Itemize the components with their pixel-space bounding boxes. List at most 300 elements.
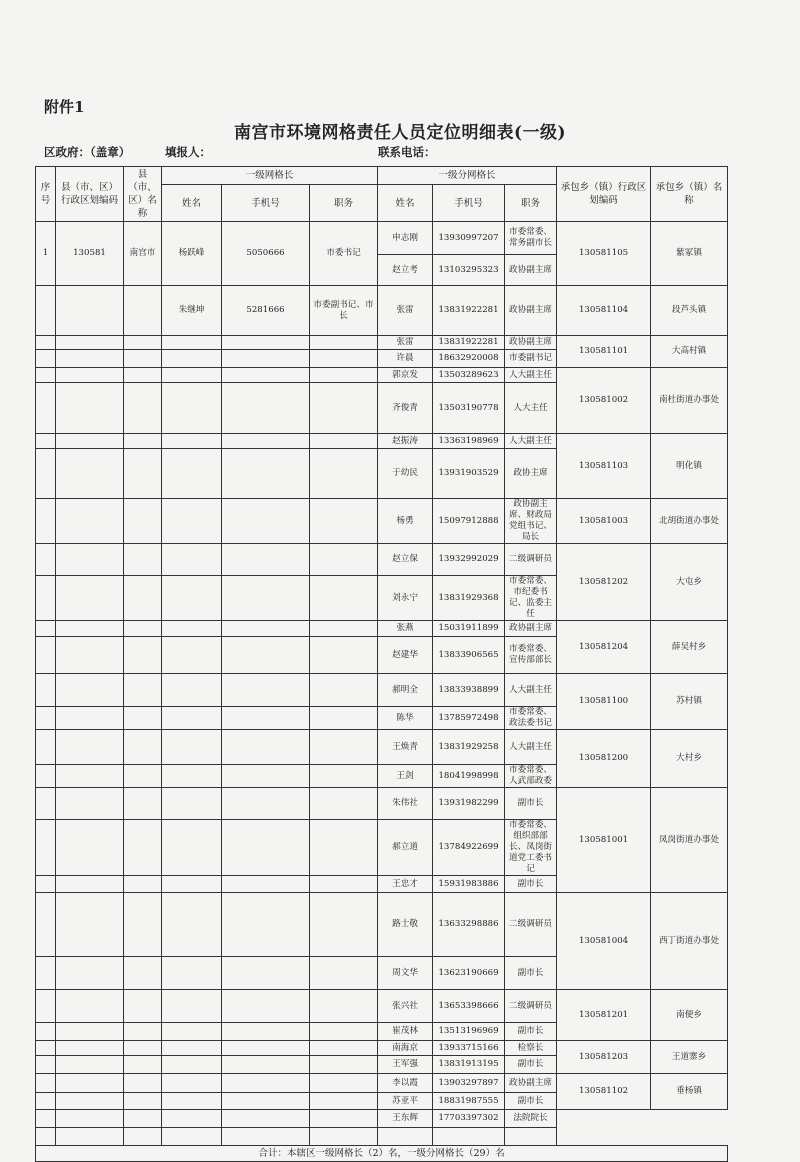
leader-name-cell xyxy=(162,1110,222,1128)
leader-name-cell: 杨跃峰 xyxy=(162,222,222,286)
leader-name-cell xyxy=(162,707,222,730)
leader-name-cell xyxy=(162,383,222,434)
leader-position-cell xyxy=(310,990,378,1023)
sub-leader-phone-cell: 13903297897 xyxy=(433,1074,505,1093)
town-name-cell: 紫冢镇 xyxy=(651,222,728,286)
sub-leader-phone-cell: 18632920008 xyxy=(433,350,505,368)
county-code-cell xyxy=(56,957,124,990)
county-code-cell xyxy=(56,990,124,1023)
leader-name-cell xyxy=(162,368,222,383)
seq-cell xyxy=(36,449,56,499)
table-row xyxy=(36,1110,728,1128)
sub-leader-phone-cell: 13931982299 xyxy=(433,788,505,820)
table-row xyxy=(36,621,728,637)
town-code-cell: 130581104 xyxy=(557,286,651,336)
town-name-cell: 薛吴村乡 xyxy=(651,621,728,674)
county-name-cell xyxy=(124,368,162,383)
county-name-cell xyxy=(124,544,162,576)
town-code-cell: 130581200 xyxy=(557,730,651,788)
town-name-cell: 大屯乡 xyxy=(651,544,728,621)
sub-leader-name-cell: 王剑 xyxy=(378,765,433,788)
sub-leader-name-cell: 张燕 xyxy=(378,621,433,637)
county-code-cell xyxy=(56,544,124,576)
county-code-cell xyxy=(56,1074,124,1093)
header-grid-leader: 一级网格长 xyxy=(162,167,378,185)
sub-leader-name-cell: 郝明全 xyxy=(378,674,433,707)
leader-position-cell xyxy=(310,957,378,990)
leader-name-cell xyxy=(162,674,222,707)
leader-phone-cell xyxy=(222,544,310,576)
sub-leader-name-cell: 张兴社 xyxy=(378,990,433,1023)
town-code-cell: 130581100 xyxy=(557,674,651,730)
sub-leader-phone-cell: 13933715166 xyxy=(433,1041,505,1056)
seq-cell xyxy=(36,1128,56,1146)
sub-leader-phone-cell: 13833906565 xyxy=(433,637,505,674)
district-label: 区政府：（盖章） xyxy=(44,145,131,159)
seq-cell xyxy=(36,765,56,788)
sub-leader-phone-cell: 13363198969 xyxy=(433,434,505,449)
sub-leader-phone-cell: 18041998998 xyxy=(433,765,505,788)
header-county-code: 县（市、区）行政区划编码 xyxy=(56,167,124,222)
table-row xyxy=(36,286,728,336)
county-name-cell xyxy=(124,449,162,499)
table-row xyxy=(36,544,728,576)
sub-leader-position-cell: 市委副书记 xyxy=(505,350,557,368)
seq-cell xyxy=(36,730,56,765)
leader-position-cell xyxy=(310,383,378,434)
county-name-cell xyxy=(124,707,162,730)
leader-phone-cell xyxy=(222,820,310,876)
header-leader-name: 姓名 xyxy=(162,185,222,222)
town-code-cell: 130581201 xyxy=(557,990,651,1041)
sub-leader-name-cell: 申志刚 xyxy=(378,222,433,255)
leader-phone-cell: 5050666 xyxy=(222,222,310,286)
seq-cell xyxy=(36,893,56,957)
town-name-cell: 明化镇 xyxy=(651,434,728,499)
county-name-cell xyxy=(124,674,162,707)
sub-leader-position-cell: 市委常委、市纪委书记、监委主任 xyxy=(505,576,557,621)
table-row xyxy=(36,893,728,957)
sub-leader-name-cell: 王军强 xyxy=(378,1056,433,1074)
table-row xyxy=(36,990,728,1023)
seq-cell xyxy=(36,957,56,990)
county-code-cell xyxy=(56,1093,124,1110)
leader-name-cell xyxy=(162,788,222,820)
county-code-cell xyxy=(56,1023,124,1041)
leader-phone-cell xyxy=(222,336,310,350)
seq-cell xyxy=(36,1093,56,1110)
town-code-cell: 130581004 xyxy=(557,893,651,990)
leader-name-cell xyxy=(162,499,222,544)
county-code-cell xyxy=(56,820,124,876)
header-sub-leader: 一级分网格长 xyxy=(378,167,557,185)
county-code-cell xyxy=(56,1128,124,1146)
leader-name-cell xyxy=(162,1041,222,1056)
seq-cell xyxy=(36,820,56,876)
sub-leader-phone-cell: 13930997207 xyxy=(433,222,505,255)
town-name-cell: 垂杨镇 xyxy=(651,1074,728,1110)
seq-cell xyxy=(36,876,56,893)
sub-leader-name-cell: 苏亚平 xyxy=(378,1093,433,1110)
leader-name-cell xyxy=(162,621,222,637)
county-name-cell xyxy=(124,637,162,674)
leader-name-cell xyxy=(162,820,222,876)
town-name-cell: 苏村镇 xyxy=(651,674,728,730)
leader-phone-cell xyxy=(222,1110,310,1128)
sub-leader-name-cell: 崔茂林 xyxy=(378,1023,433,1041)
reporter-label: 填报人： xyxy=(165,145,211,159)
sub-leader-phone-cell: 13831929368 xyxy=(433,576,505,621)
sub-leader-phone-cell: 13503289623 xyxy=(433,368,505,383)
leader-phone-cell xyxy=(222,576,310,621)
sub-leader-name-cell: 赵立考 xyxy=(378,255,433,286)
county-name-cell xyxy=(124,1041,162,1056)
seq-cell xyxy=(36,1110,56,1128)
county-name-cell xyxy=(124,893,162,957)
town-code-cell: 130581101 xyxy=(557,336,651,368)
leader-name-cell xyxy=(162,1128,222,1146)
sub-leader-position-cell: 市委常委、常务副市长 xyxy=(505,222,557,255)
county-code-cell: 130581 xyxy=(56,222,124,286)
county-name-cell xyxy=(124,383,162,434)
sub-leader-name-cell: 张雷 xyxy=(378,336,433,350)
sub-leader-position-cell: 二级调研员 xyxy=(505,544,557,576)
leader-phone-cell xyxy=(222,876,310,893)
town-code-cell: 130581203 xyxy=(557,1041,651,1074)
town-code-cell: 130581002 xyxy=(557,368,651,434)
leader-name-cell xyxy=(162,765,222,788)
sub-leader-name-cell: 杨勇 xyxy=(378,499,433,544)
county-code-cell xyxy=(56,674,124,707)
leader-phone-cell xyxy=(222,1128,310,1146)
table-row xyxy=(36,674,728,707)
county-code-cell xyxy=(56,893,124,957)
sub-leader-name-cell xyxy=(378,1128,433,1146)
sub-leader-position-cell: 副市长 xyxy=(505,788,557,820)
county-name-cell xyxy=(124,957,162,990)
town-code-cell: 130581003 xyxy=(557,499,651,544)
sub-leader-phone-cell: 13831922281 xyxy=(433,336,505,350)
leader-phone-cell xyxy=(222,674,310,707)
leader-name-cell xyxy=(162,434,222,449)
county-code-cell xyxy=(56,1056,124,1074)
leader-phone-cell xyxy=(222,990,310,1023)
sub-leader-phone-cell: 15931983886 xyxy=(433,876,505,893)
town-code-cell: 130581105 xyxy=(557,222,651,286)
seq-cell xyxy=(36,368,56,383)
leader-position-cell xyxy=(310,788,378,820)
sub-leader-name-cell: 赵建华 xyxy=(378,637,433,674)
seq-cell xyxy=(36,1023,56,1041)
sub-leader-name-cell: 齐俊青 xyxy=(378,383,433,434)
leader-position-cell xyxy=(310,499,378,544)
leader-name-cell xyxy=(162,990,222,1023)
header-town-code: 承包乡（镇）行政区划编码 xyxy=(557,167,651,222)
sub-leader-position-cell: 人大主任 xyxy=(505,383,557,434)
town-name-cell: 南杜街道办事处 xyxy=(651,368,728,434)
attachment-label: 附件1 xyxy=(44,98,85,116)
county-name-cell xyxy=(124,1110,162,1128)
sub-leader-phone-cell xyxy=(433,1128,505,1146)
sub-leader-phone-cell: 13103295323 xyxy=(433,255,505,286)
sub-leader-position-cell xyxy=(505,1128,557,1146)
sub-leader-name-cell: 郝立道 xyxy=(378,820,433,876)
county-name-cell xyxy=(124,1023,162,1041)
county-name-cell xyxy=(124,350,162,368)
town-name-cell: 凤岗街道办事处 xyxy=(651,788,728,893)
county-name-cell xyxy=(124,434,162,449)
leader-position-cell xyxy=(310,820,378,876)
town-name-cell: 段芦头镇 xyxy=(651,286,728,336)
sub-leader-phone-cell: 15097912888 xyxy=(433,499,505,544)
leader-phone-cell xyxy=(222,434,310,449)
county-code-cell xyxy=(56,286,124,336)
sub-leader-phone-cell: 13931903529 xyxy=(433,449,505,499)
leader-position-cell xyxy=(310,1093,378,1110)
leader-phone-cell xyxy=(222,1074,310,1093)
county-code-cell xyxy=(56,336,124,350)
seq-cell xyxy=(36,621,56,637)
town-code-cell: 130581204 xyxy=(557,621,651,674)
leader-phone-cell xyxy=(222,893,310,957)
header-leader-phone: 手机号 xyxy=(222,185,310,222)
leader-phone-cell xyxy=(222,765,310,788)
county-name-cell xyxy=(124,876,162,893)
county-code-cell xyxy=(56,576,124,621)
town-name-cell: 西丁街道办事处 xyxy=(651,893,728,990)
sub-leader-position-cell: 政协副主席 xyxy=(505,286,557,336)
seq-cell xyxy=(36,1074,56,1093)
sub-leader-position-cell: 市委常委、人武部政委 xyxy=(505,765,557,788)
seq-cell xyxy=(36,990,56,1023)
leader-name-cell xyxy=(162,876,222,893)
seq-cell xyxy=(36,544,56,576)
header-town-name: 承包乡（镇）名称 xyxy=(651,167,728,222)
leader-name-cell: 朱继坤 xyxy=(162,286,222,336)
sub-leader-name-cell: 王焕青 xyxy=(378,730,433,765)
county-code-cell xyxy=(56,621,124,637)
county-code-cell xyxy=(56,788,124,820)
county-code-cell xyxy=(56,499,124,544)
town-code-cell: 130581202 xyxy=(557,544,651,621)
sub-leader-name-cell: 周文华 xyxy=(378,957,433,990)
sub-leader-phone-cell: 13513196969 xyxy=(433,1023,505,1041)
town-name-cell: 王道寨乡 xyxy=(651,1041,728,1074)
sub-leader-phone-cell: 13784922699 xyxy=(433,820,505,876)
leader-position-cell xyxy=(310,1128,378,1146)
leader-phone-cell: 5281666 xyxy=(222,286,310,336)
leader-phone-cell xyxy=(222,1056,310,1074)
county-name-cell xyxy=(124,1128,162,1146)
leader-name-cell xyxy=(162,336,222,350)
leader-position-cell xyxy=(310,449,378,499)
header-sub-name: 姓名 xyxy=(378,185,433,222)
county-name-cell xyxy=(124,1056,162,1074)
county-name-cell xyxy=(124,788,162,820)
leader-name-cell xyxy=(162,1093,222,1110)
leader-phone-cell xyxy=(222,788,310,820)
leader-phone-cell xyxy=(222,383,310,434)
leader-position-cell xyxy=(310,1110,378,1128)
leader-name-cell xyxy=(162,544,222,576)
county-name-cell: 南宫市 xyxy=(124,222,162,286)
table-row xyxy=(36,1074,728,1093)
leader-name-cell xyxy=(162,730,222,765)
table-row xyxy=(36,1041,728,1056)
table-row xyxy=(36,730,728,765)
seq-cell xyxy=(36,788,56,820)
sub-leader-phone-cell: 13831929258 xyxy=(433,730,505,765)
leader-position-cell xyxy=(310,674,378,707)
county-code-cell xyxy=(56,368,124,383)
leader-phone-cell xyxy=(222,499,310,544)
leader-position-cell xyxy=(310,621,378,637)
sub-leader-phone-cell: 13932992029 xyxy=(433,544,505,576)
seq-cell xyxy=(36,286,56,336)
county-code-cell xyxy=(56,434,124,449)
county-name-cell xyxy=(124,1093,162,1110)
sub-leader-position-cell: 市委常委、宣传部部长 xyxy=(505,637,557,674)
seq-cell xyxy=(36,336,56,350)
leader-name-cell xyxy=(162,576,222,621)
town-code-cell: 130581102 xyxy=(557,1074,651,1110)
sub-leader-phone-cell: 13503190778 xyxy=(433,383,505,434)
seq-cell: 1 xyxy=(36,222,56,286)
seq-cell xyxy=(36,576,56,621)
sub-leader-position-cell: 政协副主席 xyxy=(505,255,557,286)
total-row: 合计：本辖区一级网格长（2）名，一级分网格长（29）名 xyxy=(36,1146,728,1162)
leader-name-cell xyxy=(162,1023,222,1041)
county-code-cell xyxy=(56,637,124,674)
town-name-cell: 大村乡 xyxy=(651,730,728,788)
sub-leader-position-cell: 政协副主席 xyxy=(505,1074,557,1093)
seq-cell xyxy=(36,434,56,449)
leader-phone-cell xyxy=(222,637,310,674)
leader-position-cell xyxy=(310,1056,378,1074)
leader-position-cell xyxy=(310,876,378,893)
county-code-cell xyxy=(56,350,124,368)
leader-position-cell xyxy=(310,707,378,730)
sub-leader-position-cell: 政协副主席、财政局党组书记、局长 xyxy=(505,499,557,544)
leader-position-cell: 市委书记 xyxy=(310,222,378,286)
sub-leader-name-cell: 路士敬 xyxy=(378,893,433,957)
leader-position-cell xyxy=(310,1041,378,1056)
sub-leader-phone-cell: 13623190669 xyxy=(433,957,505,990)
seq-cell xyxy=(36,383,56,434)
sub-leader-position-cell: 副市长 xyxy=(505,876,557,893)
header-sub-phone: 手机号 xyxy=(433,185,505,222)
sub-leader-position-cell: 二级调研员 xyxy=(505,990,557,1023)
town-code-cell: 130581001 xyxy=(557,788,651,893)
leader-phone-cell xyxy=(222,621,310,637)
sub-leader-phone-cell: 13831913195 xyxy=(433,1056,505,1074)
sub-leader-name-cell: 陈华 xyxy=(378,707,433,730)
county-name-cell xyxy=(124,990,162,1023)
town-code-cell: 130581103 xyxy=(557,434,651,499)
county-code-cell xyxy=(56,1041,124,1056)
seq-cell xyxy=(36,707,56,730)
county-name-cell xyxy=(124,765,162,788)
sub-leader-name-cell: 王忠才 xyxy=(378,876,433,893)
sub-leader-position-cell: 法院院长 xyxy=(505,1110,557,1128)
sub-leader-position-cell: 检察长 xyxy=(505,1041,557,1056)
seq-cell xyxy=(36,637,56,674)
sub-leader-position-cell: 市委常委、组织部部长、凤岗街道党工委书记 xyxy=(505,820,557,876)
sub-leader-position-cell: 人大副主任 xyxy=(505,674,557,707)
leader-position-cell xyxy=(310,1074,378,1093)
county-name-cell xyxy=(124,1074,162,1093)
sub-leader-name-cell: 许晨 xyxy=(378,350,433,368)
table-row xyxy=(36,788,728,820)
leader-position-cell: 市委副书记、市长 xyxy=(310,286,378,336)
table-row xyxy=(36,368,728,383)
sub-leader-position-cell: 人大副主任 xyxy=(505,368,557,383)
sub-leader-phone-cell: 18831987555 xyxy=(433,1093,505,1110)
county-code-cell xyxy=(56,765,124,788)
county-code-cell xyxy=(56,730,124,765)
sub-leader-name-cell: 李以霞 xyxy=(378,1074,433,1093)
sub-leader-position-cell: 政协主席 xyxy=(505,449,557,499)
sub-leader-phone-cell: 13633298886 xyxy=(433,893,505,957)
header-leader-position: 职务 xyxy=(310,185,378,222)
leader-phone-cell xyxy=(222,1023,310,1041)
sub-leader-name-cell: 南海京 xyxy=(378,1041,433,1056)
county-name-cell xyxy=(124,621,162,637)
leader-name-cell xyxy=(162,637,222,674)
leader-name-cell xyxy=(162,893,222,957)
leader-position-cell xyxy=(310,434,378,449)
leader-name-cell xyxy=(162,350,222,368)
town-name-cell: 北胡街道办事处 xyxy=(651,499,728,544)
leader-position-cell xyxy=(310,637,378,674)
leader-phone-cell xyxy=(222,707,310,730)
town-name-cell: 大高村镇 xyxy=(651,336,728,368)
county-name-cell xyxy=(124,499,162,544)
leader-name-cell xyxy=(162,957,222,990)
leader-position-cell xyxy=(310,350,378,368)
county-code-cell xyxy=(56,876,124,893)
leader-phone-cell xyxy=(222,350,310,368)
sub-leader-position-cell: 市委常委、政法委书记 xyxy=(505,707,557,730)
leader-phone-cell xyxy=(222,449,310,499)
leader-position-cell xyxy=(310,1023,378,1041)
table-body xyxy=(36,222,728,1146)
leader-name-cell xyxy=(162,1056,222,1074)
leader-name-cell xyxy=(162,1074,222,1093)
county-code-cell xyxy=(56,1110,124,1128)
sub-leader-phone-cell: 17703397302 xyxy=(433,1110,505,1128)
sub-leader-position-cell: 政协副主席 xyxy=(505,621,557,637)
table-row xyxy=(36,336,728,350)
sub-leader-name-cell: 张雷 xyxy=(378,286,433,336)
table-row xyxy=(36,499,728,544)
header-sub-position: 职务 xyxy=(505,185,557,222)
leader-phone-cell xyxy=(222,957,310,990)
sub-leader-position-cell: 人大副主任 xyxy=(505,434,557,449)
leader-position-cell xyxy=(310,336,378,350)
table-row xyxy=(36,1128,728,1146)
county-name-cell xyxy=(124,336,162,350)
leader-position-cell xyxy=(310,893,378,957)
sub-leader-name-cell: 赵振涛 xyxy=(378,434,433,449)
header-county-name: 县（市、区）名称 xyxy=(124,167,162,222)
sub-leader-position-cell: 人大副主任 xyxy=(505,730,557,765)
leader-phone-cell xyxy=(222,730,310,765)
sub-leader-phone-cell: 13833938899 xyxy=(433,674,505,707)
leader-phone-cell xyxy=(222,368,310,383)
seq-cell xyxy=(36,499,56,544)
table-row xyxy=(36,222,728,255)
